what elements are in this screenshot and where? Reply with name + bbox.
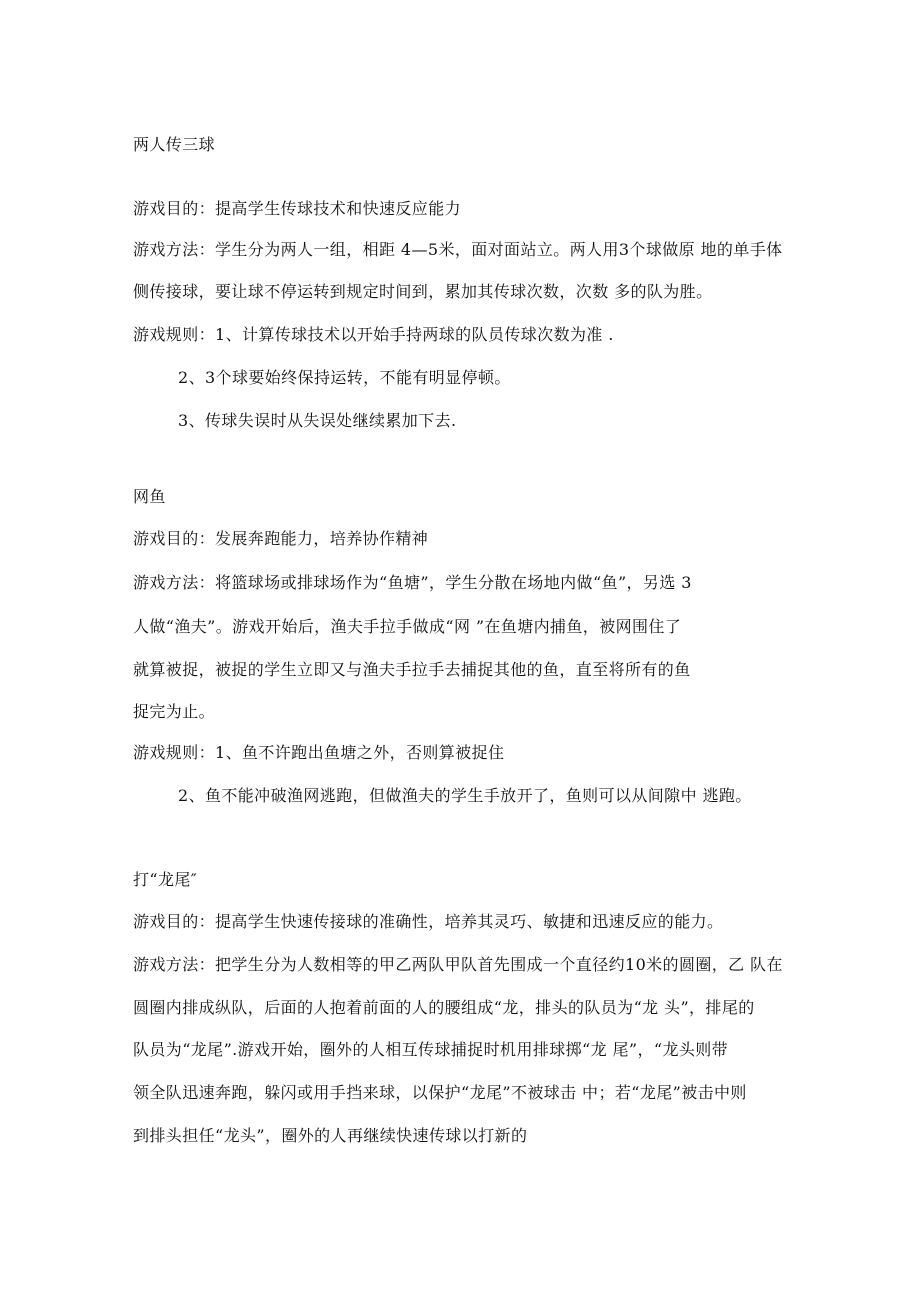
paragraph-line: 3、传球失误时从失误处继续累加下去. [178,411,457,430]
paragraph-line: 游戏方法：把学生分为人数相等的甲乙两队甲队首先围成一个直径约10米的圆圈，乙 队在 [133,955,783,974]
paragraph-line: 2、3个球要始终保持运转，不能有明显停顿。 [178,368,511,387]
paragraph-line: 就算被捉，被捉的学生立即又与渔夫手拉手去捕捉其他的鱼，直至将所有的鱼 [133,660,691,679]
paragraph-line: 队员为“龙尾”.游戏开始，圈外的人相互传球捕捉时机用排球掷“龙 尾”，“龙头则带 [133,1040,729,1059]
paragraph-line: 2、鱼不能冲破渔网逃跑，但做渔夫的学生手放开了，鱼则可以从间隙中 逃跑。 [178,786,752,805]
paragraph-line: 领全队迅速奔跑，躲闪或用手挡来球，以保护“龙尾”不被球击 中；若“龙尾”被击中则 [133,1083,747,1102]
section-title: 两人传三球 [133,135,216,154]
paragraph-line: 游戏目的：发展奔跑能力，培养协作精神 [133,529,429,548]
paragraph-line: 游戏目的：提高学生快速传接球的准确性，培养其灵巧、敏捷和迅速反应的能力。 [133,912,724,931]
section-title: 打“龙尾″ [133,870,198,889]
paragraph-line: 游戏规则：1、计算传球技术以开始手持两球的队员传球次数为准 . [133,325,614,344]
paragraph-line: 到排头担任“龙头”，圈外的人再继续快速传球以打新的 [133,1126,528,1145]
section-title: 网鱼 [133,487,166,506]
paragraph-line: 游戏方法：学生分为两人一组，相距 4—5米，面对面站立。两人用3个球做原 地的单手体 [133,240,783,259]
paragraph-line: 圆圈内排成纵队，后面的人抱着前面的人的腰组成“龙，排头的队员为“龙 头”，排尾的 [133,998,755,1017]
paragraph-line: 游戏方法：将篮球场或排球场作为“鱼塘”，学生分散在场地内做“鱼”，另选 3 [133,573,692,592]
paragraph-line: 侧传接球，要让球不停运转到规定时间到，累加其传球次数，次数 多的队为胜。 [133,282,713,301]
paragraph-line: 人做“渔夫”。游戏开始后，渔夫手拉手做成“网 ”在鱼塘内捕鱼，被网围住了 [133,617,682,636]
paragraph-line: 游戏规则：1、鱼不许跑出鱼塘之外，否则算被捉住 [133,743,505,762]
paragraph-line: 游戏目的：提高学生传球技术和快速反应能力 [133,199,462,218]
paragraph-line: 捉完为止。 [133,702,216,721]
